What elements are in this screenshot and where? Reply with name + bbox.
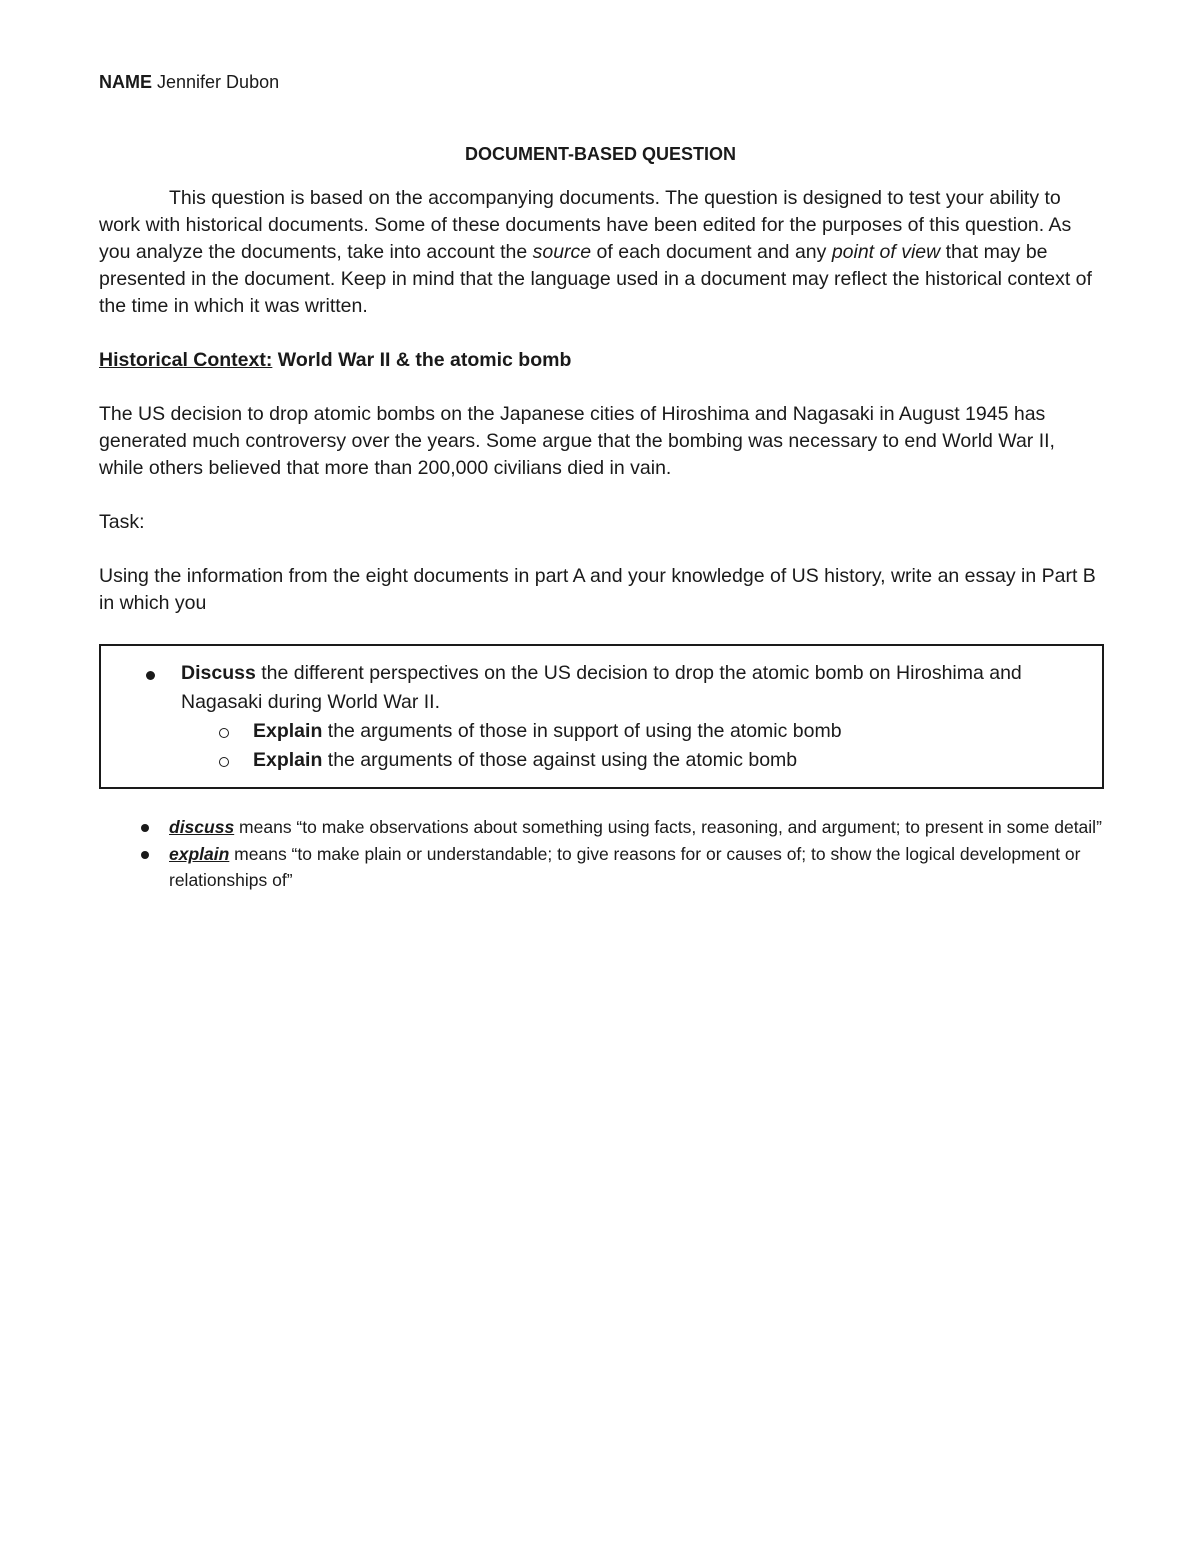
bullet-icon (141, 851, 149, 859)
intro-paragraph (99, 185, 1102, 320)
definition-item (99, 814, 1102, 840)
task-sub-text: the arguments of those in support of using the atomic bomb (322, 720, 842, 742)
task-sub-item (143, 717, 1082, 746)
hollow-bullet-icon (219, 757, 229, 767)
hollow-bullet-icon (219, 728, 229, 738)
task-sub-text: the arguments of those against using the atomic bomb (322, 749, 798, 771)
task-main-verb: Discuss (181, 662, 256, 684)
task-sub-verb: Explain (253, 749, 323, 771)
definition-term: discuss (169, 817, 235, 837)
task-sub-item (143, 746, 1082, 775)
historical-context-label: Historical Context: (99, 349, 273, 371)
definition-text: means “to make plain or understandable; to give reasons for or causes of; to show the logical development or relationships of” (169, 844, 1081, 890)
document-content (99, 68, 1102, 894)
intro-text-1: This question is based on the accompanying documents. The question is designed to test your ability to work with historical documents. Some of these documents have been edited for the purposes of this question. As you analyze the documents, take into account the (99, 187, 1072, 263)
task-box (99, 644, 1104, 789)
intro-pov-word: point of view (831, 241, 941, 263)
task-main-item (143, 659, 1082, 717)
task-instructions: Using the information from the eight documents in part A and your knowledge of US history, write an essay in Part B in which you (99, 565, 1096, 614)
definitions-list (99, 814, 1102, 893)
name-label: NAME (99, 72, 152, 92)
definition-term: explain (169, 844, 230, 864)
definition-text: means “to make observations about something using facts, reasoning, and argument; to present in some detail” (234, 817, 1102, 837)
historical-context-topic: World War II & the atomic bomb (272, 349, 572, 371)
student-name: Jennifer Dubon (157, 72, 280, 92)
definition-item (99, 841, 1102, 893)
bullet-icon (141, 824, 149, 832)
task-label: Task: (99, 511, 145, 533)
historical-context-heading (99, 347, 1102, 374)
task-main-text: the different perspectives on the US decision to drop the atomic bomb on Hiroshima and Nagasaki during World War II. (181, 662, 1022, 713)
context-paragraph: The US decision to drop atomic bombs on the Japanese cities of Hiroshima and Nagasaki in August 1945 has generated much controversy over the years. Some argue that the bombing was necessary to end World War II, while others believed that more than 200,000 civilians died in vain. (99, 403, 1055, 479)
bullet-icon (146, 671, 155, 680)
intro-source-word: source (532, 241, 592, 263)
task-sub-verb: Explain (253, 720, 323, 742)
name-line (99, 68, 1102, 96)
document-title: DOCUMENT-BASED QUESTION (464, 144, 736, 164)
intro-text-2: of each document and any (591, 241, 832, 263)
intro-text-3: that may be presented in the document. Keep in mind that the language used in a document may reflect the historical context of the time in which it was written. (99, 241, 1092, 317)
